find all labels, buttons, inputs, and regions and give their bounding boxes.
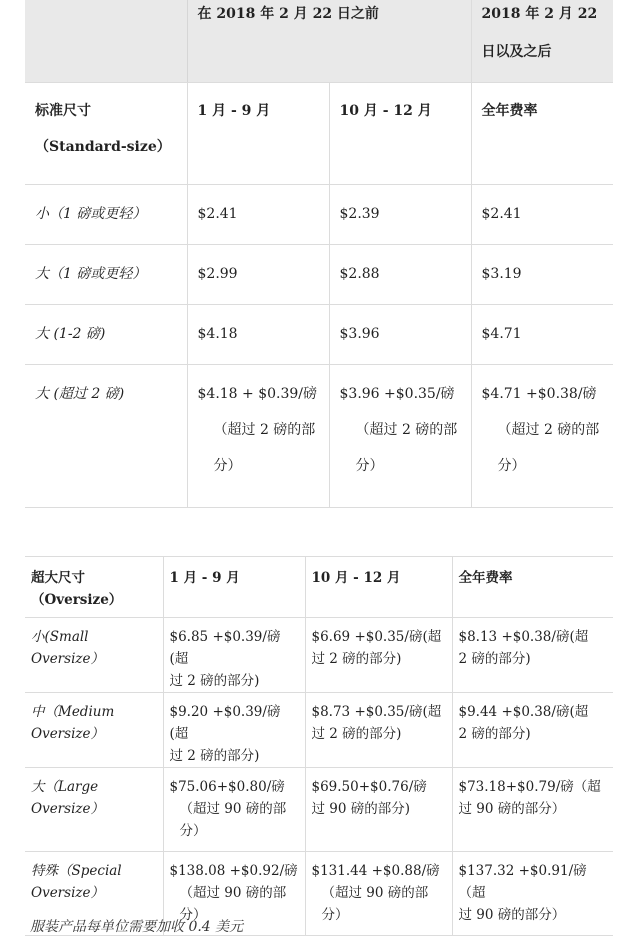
oversize-heading: 超大尺寸 （Oversize） bbox=[25, 557, 163, 618]
after-date-header: 2018 年 2 月 22 日以及之后 bbox=[471, 0, 613, 82]
row-value: $2.41 bbox=[471, 184, 613, 244]
row-value: $2.39 bbox=[329, 184, 471, 244]
table1-corner-cell bbox=[25, 0, 187, 82]
table2-subheader-row bbox=[25, 557, 613, 618]
row-category: 中（Medium Oversize） bbox=[25, 693, 163, 768]
col-jan-sep: 1 月 - 9 月 bbox=[187, 82, 329, 184]
row-value: $75.06+$0.80/磅 （超过 90 磅的部 分） bbox=[163, 768, 305, 852]
row-value: $8.13 +$0.38/磅(超 2 磅的部分) bbox=[452, 618, 613, 693]
row-value: $6.69 +$0.35/磅(超 过 2 磅的部分) bbox=[305, 618, 452, 693]
row-value: $2.99 bbox=[187, 244, 329, 304]
row-value: $69.50+$0.76/磅 过 90 磅的部分) bbox=[305, 768, 452, 852]
row-category: 大（1 磅或更轻） bbox=[25, 244, 187, 304]
standard-size-fee-table bbox=[25, 0, 613, 508]
table-row bbox=[25, 618, 613, 693]
row-value: $3.19 bbox=[471, 244, 613, 304]
row-category: 大（Large Oversize） bbox=[25, 768, 163, 852]
table-row bbox=[25, 693, 613, 768]
row-value: $9.20 +$0.39/磅(超 过 2 磅的部分) bbox=[163, 693, 305, 768]
row-value: $131.44 +$0.88/磅 （超过 90 磅的部 分） bbox=[305, 852, 452, 936]
table-row bbox=[25, 304, 613, 364]
col-jan-sep: 1 月 - 9 月 bbox=[163, 557, 305, 618]
row-category: 小（1 磅或更轻） bbox=[25, 184, 187, 244]
col-oct-dec: 10 月 - 12 月 bbox=[305, 557, 452, 618]
table-row bbox=[25, 184, 613, 244]
row-category: 特殊（Special Oversize） bbox=[25, 852, 163, 936]
row-value: $137.32 +$0.91/磅（超 过 90 磅的部分） bbox=[452, 852, 613, 936]
col-full-year: 全年费率 bbox=[471, 82, 613, 184]
table-row bbox=[25, 244, 613, 304]
row-category: 大 (1-2 磅) bbox=[25, 304, 187, 364]
row-category: 大 (超过 2 磅) bbox=[25, 364, 187, 507]
row-value: $3.96 +$0.35/磅 （超过 2 磅的部 分） bbox=[329, 364, 471, 507]
row-value: $4.18 + $0.39/磅 （超过 2 磅的部 分） bbox=[187, 364, 329, 507]
table-row bbox=[25, 364, 613, 507]
row-value: $138.08 +$0.92/磅 （超过 90 磅的部 分） bbox=[163, 852, 305, 936]
row-category: 小(Small Oversize） bbox=[25, 618, 163, 693]
table1-date-header-row bbox=[25, 0, 613, 82]
row-value: $3.96 bbox=[329, 304, 471, 364]
table1-subheader-row bbox=[25, 82, 613, 184]
table-row bbox=[25, 768, 613, 852]
row-value: $4.18 bbox=[187, 304, 329, 364]
row-value: $2.41 bbox=[187, 184, 329, 244]
col-oct-dec: 10 月 - 12 月 bbox=[329, 82, 471, 184]
before-date-header: 在 2018 年 2 月 22 日之前 bbox=[187, 0, 471, 82]
oversize-fee-table bbox=[25, 556, 613, 936]
row-value: $4.71 bbox=[471, 304, 613, 364]
row-value: $4.71 +$0.38/磅 （超过 2 磅的部 分） bbox=[471, 364, 613, 507]
apparel-surcharge-note: 服装产品每单位需要加收 0.4 美元 bbox=[30, 919, 244, 935]
row-value: $2.88 bbox=[329, 244, 471, 304]
standard-size-heading: 标准尺寸 （Standard-size） bbox=[25, 82, 187, 184]
row-value: $8.73 +$0.35/磅(超 过 2 磅的部分) bbox=[305, 693, 452, 768]
row-value: $6.85 +$0.39/磅(超 过 2 磅的部分) bbox=[163, 618, 305, 693]
row-value: $9.44 +$0.38/磅(超 2 磅的部分) bbox=[452, 693, 613, 768]
col-full-year: 全年费率 bbox=[452, 557, 613, 618]
row-value: $73.18+$0.79/磅（超 过 90 磅的部分） bbox=[452, 768, 613, 852]
